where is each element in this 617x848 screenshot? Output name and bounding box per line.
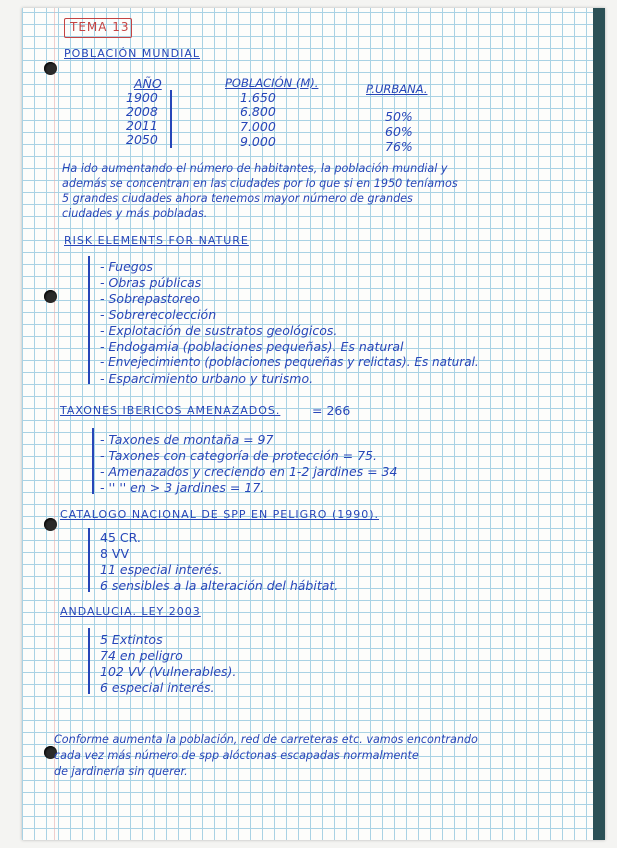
list-item: 8 VV (100, 546, 130, 561)
list-item: - Taxones de montaña = 97 (100, 432, 274, 447)
list-item: 74 en peligro (100, 648, 183, 663)
list-item: - Fuegos (100, 259, 153, 274)
binder-hole (44, 290, 57, 303)
taxones-heading: TAXONES IBERICOS AMENAZADOS. (60, 404, 281, 417)
list-item: - Esparcimiento urbano y turismo. (100, 371, 314, 386)
list-item: - Sobrepastoreo (100, 291, 200, 306)
binder-hole (44, 518, 57, 531)
risk-heading: RISK ELEMENTS FOR NATURE (64, 234, 249, 247)
tema-title: TEMA 13 (70, 20, 130, 34)
table-cell-pop: 9.000 (240, 134, 276, 149)
paragraph-line: además se concentran en las ciudades por lo que si en 1950 teníamos (62, 177, 458, 190)
paragraph-line: ciudades y más pobladas. (62, 207, 208, 220)
list-item: 102 VV (Vulnerables). (100, 664, 237, 679)
paragraph-line: 5 grandes ciudades ahora tenemos mayor número de grandes (62, 192, 413, 205)
poblacion-heading: POBLACIÓN MUNDIAL (64, 47, 200, 60)
list-item: - Sobrerecolección (100, 307, 217, 322)
table-cell-urban: 50% (385, 109, 413, 124)
list-item: - Explotación de sustratos geológicos. (100, 323, 338, 338)
paragraph-line: Ha ido aumentando el número de habitantes, la población mundial y (62, 162, 448, 175)
list-item: 6 sensibles a la alteración del hábitat. (100, 578, 339, 593)
taxones-total: = 266 (312, 403, 351, 418)
list-item: - Taxones con categoría de protección = 75. (100, 448, 377, 463)
conclusion-line: cada vez más número de spp alóctonas escapadas normalmente (54, 749, 419, 762)
list-bar (88, 628, 90, 694)
list-item: 45 CR. (100, 530, 141, 545)
notebook-cover-edge (593, 8, 605, 840)
list-bar (88, 256, 90, 384)
list-bar (92, 428, 94, 494)
col-year-header: AÑO (134, 76, 162, 91)
list-item: - Amenazados y creciendo en 1-2 jardines = 34 (100, 464, 398, 479)
table-cell-pop: 1.650 (240, 90, 276, 105)
notebook-page (22, 8, 605, 840)
binder-hole (44, 62, 57, 75)
margin-line (54, 8, 55, 840)
list-item: - Endogamia (poblaciones pequeñas). Es natural (100, 339, 404, 354)
catalogo-heading: CATALOGO NACIONAL DE SPP EN PELIGRO (1990). (60, 508, 380, 521)
list-item: 5 Extintos (100, 632, 163, 647)
col-urban-header: P.URBANA. (366, 82, 428, 96)
table-divider (170, 90, 172, 148)
table-cell-urban: 60% (385, 124, 413, 139)
table-cell-year: 2011 (126, 118, 158, 133)
list-item: - Obras públicas (100, 275, 202, 290)
list-item: - '' '' en > 3 jardines = 17. (100, 480, 265, 495)
col-pop-header: POBLACIÓN (M). (225, 76, 319, 90)
conclusion-line: Conforme aumenta la población, red de carreteras etc. vamos encontrando (54, 733, 478, 746)
list-item: 11 especial interés. (100, 562, 223, 577)
andalucia-heading: ANDALUCIA. LEY 2003 (60, 605, 201, 618)
list-bar (88, 528, 90, 592)
table-cell-year: 2008 (126, 104, 158, 119)
table-cell-pop: 6.800 (240, 104, 276, 119)
table-cell-year: 1900 (126, 90, 158, 105)
table-cell-urban: 76% (385, 139, 413, 154)
table-cell-pop: 7.000 (240, 119, 276, 134)
list-item: - Envejecimiento (poblaciones pequeñas y relictas). Es natural. (100, 355, 479, 369)
list-item: 6 especial interés. (100, 680, 215, 695)
table-cell-year: 2050 (126, 132, 158, 147)
conclusion-line: de jardinería sin querer. (54, 765, 188, 778)
